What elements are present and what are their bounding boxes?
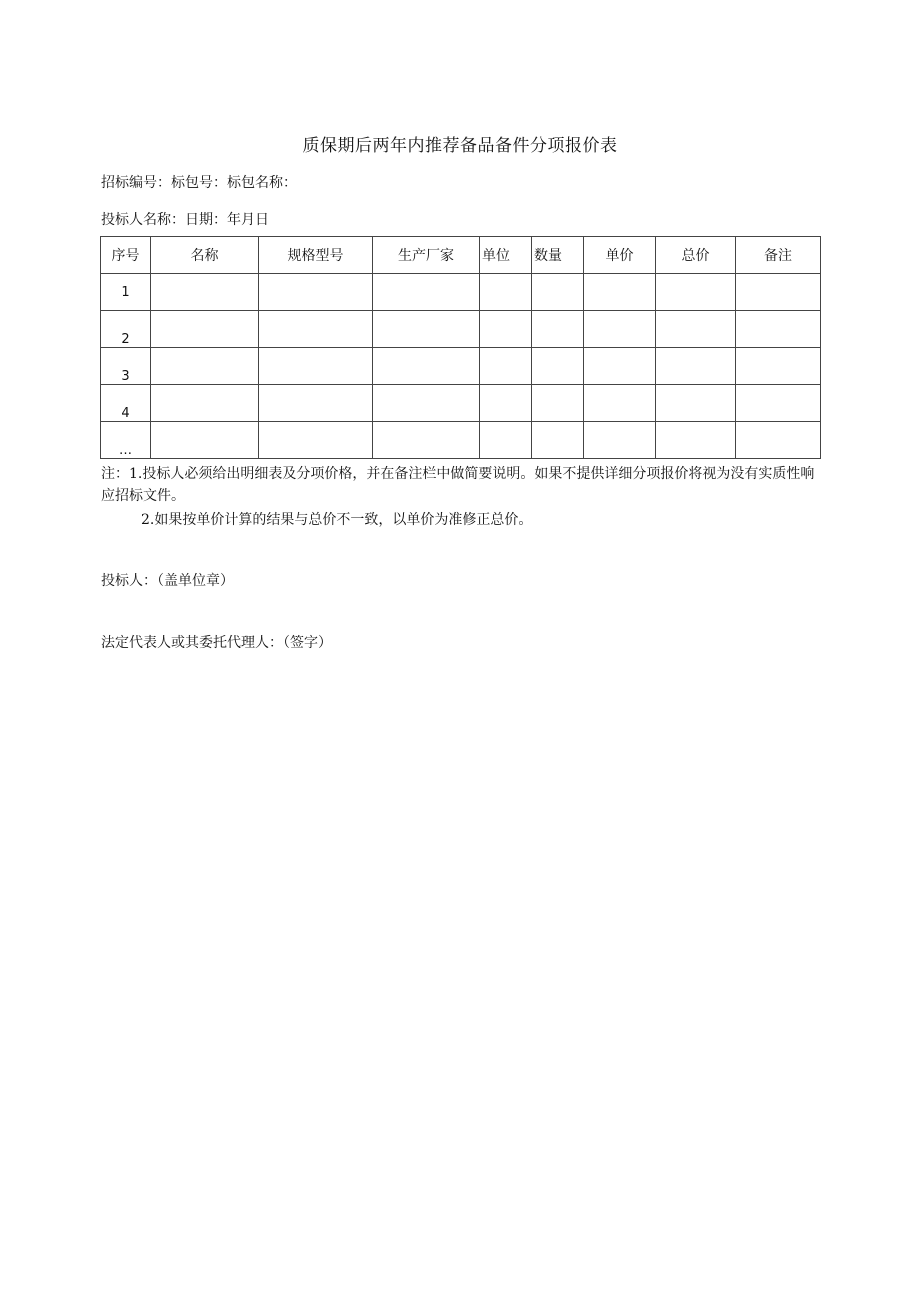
manufacturer-cell[interactable] bbox=[373, 311, 480, 348]
unit-price-cell[interactable] bbox=[584, 274, 656, 311]
unit-cell[interactable] bbox=[480, 422, 532, 459]
bidder-info-line: 投标人名称：日期：年月日 bbox=[101, 212, 269, 228]
header-unit: 单位 bbox=[480, 237, 532, 274]
header-quantity: 数量 bbox=[532, 237, 584, 274]
remarks-cell[interactable] bbox=[736, 385, 821, 422]
name-cell[interactable] bbox=[151, 311, 259, 348]
table-header-row bbox=[101, 237, 821, 274]
spec-cell[interactable] bbox=[259, 311, 373, 348]
unit-price-cell[interactable] bbox=[584, 348, 656, 385]
quantity-cell[interactable] bbox=[532, 422, 584, 459]
quantity-cell[interactable] bbox=[532, 274, 584, 311]
spec-cell[interactable] bbox=[259, 348, 373, 385]
name-cell[interactable] bbox=[151, 348, 259, 385]
quote-table bbox=[100, 236, 821, 459]
unit-cell[interactable] bbox=[480, 274, 532, 311]
unit-price-cell[interactable] bbox=[584, 422, 656, 459]
row-seq-cell: 2 bbox=[101, 311, 151, 348]
name-cell[interactable] bbox=[151, 385, 259, 422]
legal-rep-signature-line: 法定代表人或其委托代理人：（签字） bbox=[101, 635, 332, 651]
unit-cell[interactable] bbox=[480, 348, 532, 385]
table-row bbox=[101, 385, 821, 422]
total-price-cell[interactable] bbox=[656, 311, 736, 348]
header-seq: 序号 bbox=[101, 237, 151, 274]
unit-cell[interactable] bbox=[480, 311, 532, 348]
quantity-cell[interactable] bbox=[532, 348, 584, 385]
header-total-price: 总价 bbox=[656, 237, 736, 274]
remarks-cell[interactable] bbox=[736, 348, 821, 385]
manufacturer-cell[interactable] bbox=[373, 348, 480, 385]
manufacturer-cell[interactable] bbox=[373, 385, 480, 422]
spec-cell[interactable] bbox=[259, 385, 373, 422]
name-cell[interactable] bbox=[151, 422, 259, 459]
row-seq-cell: … bbox=[101, 422, 151, 459]
quantity-cell[interactable] bbox=[532, 385, 584, 422]
unit-price-cell[interactable] bbox=[584, 311, 656, 348]
header-remarks: 备注 bbox=[736, 237, 821, 274]
quantity-cell[interactable] bbox=[532, 311, 584, 348]
row-seq-cell: 1 bbox=[101, 274, 151, 311]
name-cell[interactable] bbox=[151, 274, 259, 311]
total-price-cell[interactable] bbox=[656, 348, 736, 385]
header-unit-price: 单价 bbox=[584, 237, 656, 274]
table-row bbox=[101, 422, 821, 459]
unit-price-cell[interactable] bbox=[584, 385, 656, 422]
row-seq-cell: 4 bbox=[101, 385, 151, 422]
row-seq-cell: 3 bbox=[101, 348, 151, 385]
spec-cell[interactable] bbox=[259, 274, 373, 311]
total-price-cell[interactable] bbox=[656, 422, 736, 459]
remarks-cell[interactable] bbox=[736, 274, 821, 311]
total-price-cell[interactable] bbox=[656, 385, 736, 422]
table-row bbox=[101, 311, 821, 348]
remarks-cell[interactable] bbox=[736, 422, 821, 459]
unit-cell[interactable] bbox=[480, 385, 532, 422]
note-2: 2.如果按单价计算的结果与总价不一致，以单价为准修正总价。 bbox=[141, 512, 533, 528]
bidder-seal-line: 投标人：（盖单位章） bbox=[101, 573, 234, 589]
manufacturer-cell[interactable] bbox=[373, 422, 480, 459]
table-row bbox=[101, 348, 821, 385]
header-spec: 规格型号 bbox=[259, 237, 373, 274]
tender-info-line: 招标编号：标包号：标包名称： bbox=[101, 175, 297, 191]
header-manufacturer: 生产厂家 bbox=[373, 237, 480, 274]
note-1: 注：1.投标人必须给出明细表及分项价格，并在备注栏中做简要说明。如果不提供详细分项报价将视为没有实质性响应招标文件。 bbox=[101, 466, 815, 504]
total-price-cell[interactable] bbox=[656, 274, 736, 311]
spec-cell[interactable] bbox=[259, 422, 373, 459]
remarks-cell[interactable] bbox=[736, 311, 821, 348]
table-row bbox=[101, 274, 821, 311]
header-name: 名称 bbox=[151, 237, 259, 274]
manufacturer-cell[interactable] bbox=[373, 274, 480, 311]
document-title: 质保期后两年内推荐备品备件分项报价表 bbox=[302, 136, 618, 156]
